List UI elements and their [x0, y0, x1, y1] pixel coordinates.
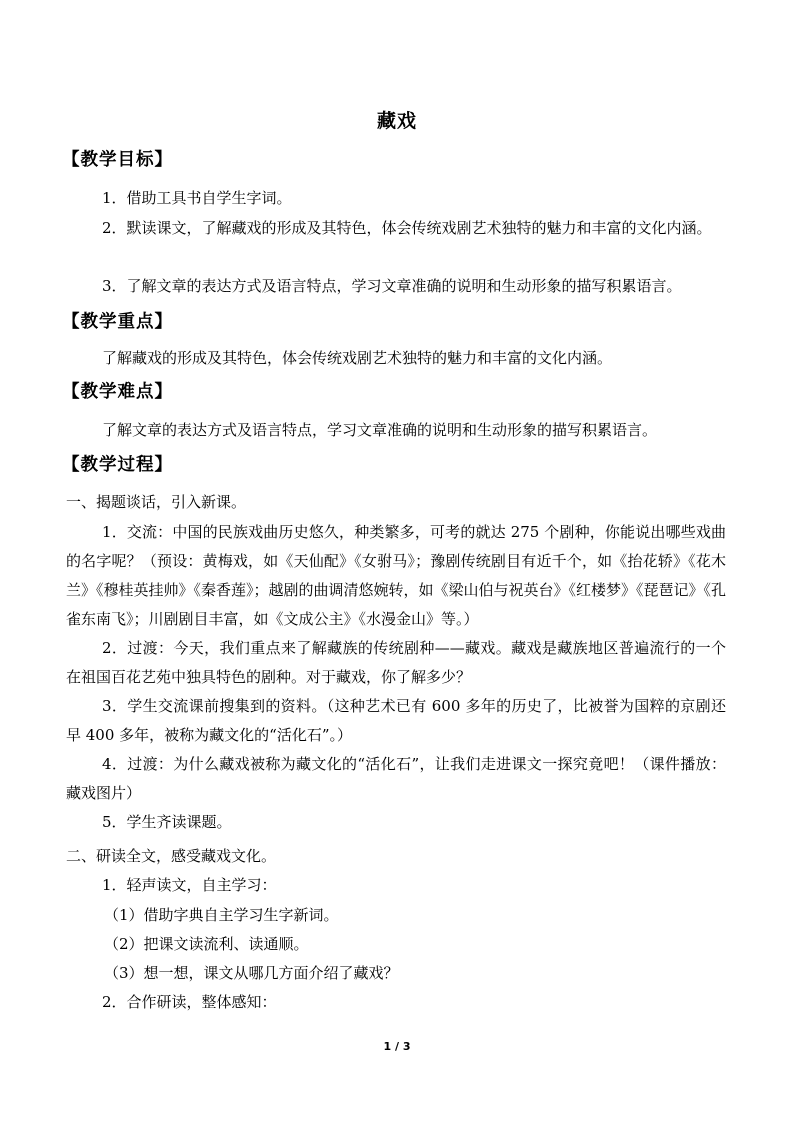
section-heading-key-points: 【教学重点】: [62, 312, 173, 332]
key-points-text: 了解藏戏的形成及其特色，体会传统戏剧艺术独特的魅力和丰富的文化内涵。: [102, 349, 613, 367]
goal-item-1: 1．借助工具书自学生字词。: [102, 189, 292, 207]
process-part1-title: 一、揭题谈话，引入新课。: [66, 493, 247, 511]
goal-item-3: 3．了解文章的表达方式及语言特点，学习文章准确的说明和生动形象的描写积累语言。: [102, 277, 682, 295]
process-part2-title: 二、研读全文，感受藏戏文化。: [66, 847, 277, 865]
difficulties-text: 了解文章的表达方式及语言特点，学习文章准确的说明和生动形象的描写积累语言。: [102, 421, 658, 439]
process-part1-item-3: 3．学生交流课前搜集到的资料。（这种艺术已有 600 多年的历史了，比被誉为国粹的京剧还早 400 多年，被称为藏文化的“活化石”。）: [66, 697, 726, 744]
page-number: 1 / 3: [383, 1040, 411, 1053]
process-part2-subitem-3: （3）想一想，课文从哪几方面介绍了藏戏？: [104, 964, 399, 982]
section-heading-goals: 【教学目标】: [62, 150, 173, 170]
process-part1-item-1: 1．交流：中国的民族戏曲历史悠久，种类繁多，可考的就达 275 个剧种，你能说出哪些戏曲的名字呢？（预设：黄梅戏，如《天仙配》《女驸马》；豫剧传统剧目有近千个，如《抬花轿》《花木兰》《穆桂英挂帅》《秦香莲》；越剧的曲调清悠婉转，如《梁山伯与祝英台》《红楼梦》《琵琶记》《孔雀东南飞》；川剧剧目丰富，如《文成公主》《水漫金山》等。）: [66, 523, 727, 628]
goal-item-2: 2．默读课文，了解藏戏的形成及其特色，体会传统戏剧艺术独特的魅力和丰富的文化内涵。: [102, 219, 712, 237]
process-part2-subitem-1: （1）借助字典自主学习生字新词。: [104, 906, 339, 924]
process-part1-item-4: 4．过渡：为什么藏戏被称为藏文化的“活化石”，让我们走进课文一探究竟吧！（课件播放：藏戏图片）: [66, 755, 726, 802]
process-part1-item-5: 5．学生齐读课题。: [102, 813, 232, 831]
process-part2-subitem-2: （2）把课文读流利、读通顺。: [104, 935, 309, 953]
process-part2-item-1: 1．轻声读文，自主学习：: [102, 876, 277, 894]
section-heading-difficulties: 【教学难点】: [62, 382, 173, 402]
process-part2-item-2: 2．合作研读，整体感知：: [102, 993, 277, 1011]
process-part1-item-2: 2．过渡：今天，我们重点来了解藏族的传统剧种——藏戏。藏戏是藏族地区普遍流行的一个在祖国百花艺苑中独具特色的剧种。对于藏戏，你了解多少？: [66, 639, 726, 686]
section-heading-process: 【教学过程】: [62, 455, 173, 475]
document-title: 藏戏: [376, 110, 417, 132]
